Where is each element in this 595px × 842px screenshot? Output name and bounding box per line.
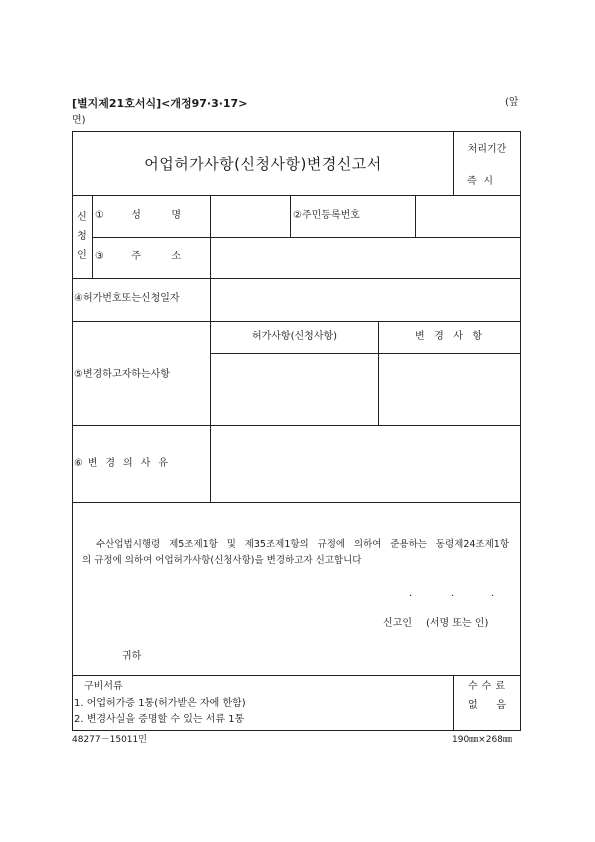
changes-original-field[interactable] <box>210 353 379 426</box>
reason-label: ⑥변 경 의 사 유 <box>74 458 168 469</box>
page-side-note-end: 면) <box>72 115 86 126</box>
address-field[interactable] <box>210 237 521 279</box>
date-month-mark: . <box>451 588 455 599</box>
name-label: ①성 명 <box>95 210 181 221</box>
changes-original-header: 허가사항(신청사항) <box>251 331 338 342</box>
changes-new-header: 변 경 사 항 <box>415 331 482 342</box>
attachment-item: 2. 변경사실을 증명할 수 있는 서류 1통 <box>74 714 245 725</box>
permit-field[interactable] <box>210 278 521 322</box>
declaration-line-1: 수산업법시행령 제5조제1항 및 제35조제1항의 규정에 의하여 준용하는 동령제24조제1항 <box>96 539 509 550</box>
form-title: 어업허가사항(신청사항)변경신고서 <box>144 154 382 173</box>
processing-period-label: 처리기간 <box>467 144 507 155</box>
resident-number-field[interactable] <box>415 195 521 238</box>
changes-label: ⑤변경하고자하는사항 <box>74 369 170 380</box>
form-code: 48277－15011민 <box>72 735 147 745</box>
permit-label: ④허가번호또는신청일자 <box>74 293 180 304</box>
fee-label: 수 수 료 <box>468 681 505 692</box>
recipient-suffix: 귀하 <box>122 651 142 662</box>
reason-field[interactable] <box>210 425 521 503</box>
paper-size: 190㎜×268㎜ <box>452 735 512 745</box>
processing-period-value: 즉 시 <box>467 176 493 187</box>
signer-note: (서명 또는 인) <box>426 618 489 629</box>
form-number: [별지제21호서식]<개정97·3·17> <box>72 97 248 110</box>
date-day-mark: . <box>491 588 495 599</box>
fee-value: 없 음 <box>468 700 506 711</box>
changes-new-field[interactable] <box>378 353 521 426</box>
signer-label: 신고인 <box>383 618 412 629</box>
date-year-mark: . <box>409 588 413 599</box>
attachments-title: 구비서류 <box>84 681 123 692</box>
address-label: ③주 소 <box>95 251 181 262</box>
declaration-line-2: 의 규정에 의하여 어업허가사항(신청사항)을 변경하고자 신고합니다 <box>82 555 362 566</box>
name-field[interactable] <box>210 195 291 238</box>
resident-number-label: ②주민등록번호 <box>293 210 360 221</box>
page-side-note-start: (앞 <box>505 97 519 108</box>
title-cell <box>72 131 454 196</box>
applicant-group-label: 신청인 <box>77 212 87 261</box>
attachment-item: 1. 어업허가증 1통(허가받은 자에 한함) <box>74 698 246 709</box>
